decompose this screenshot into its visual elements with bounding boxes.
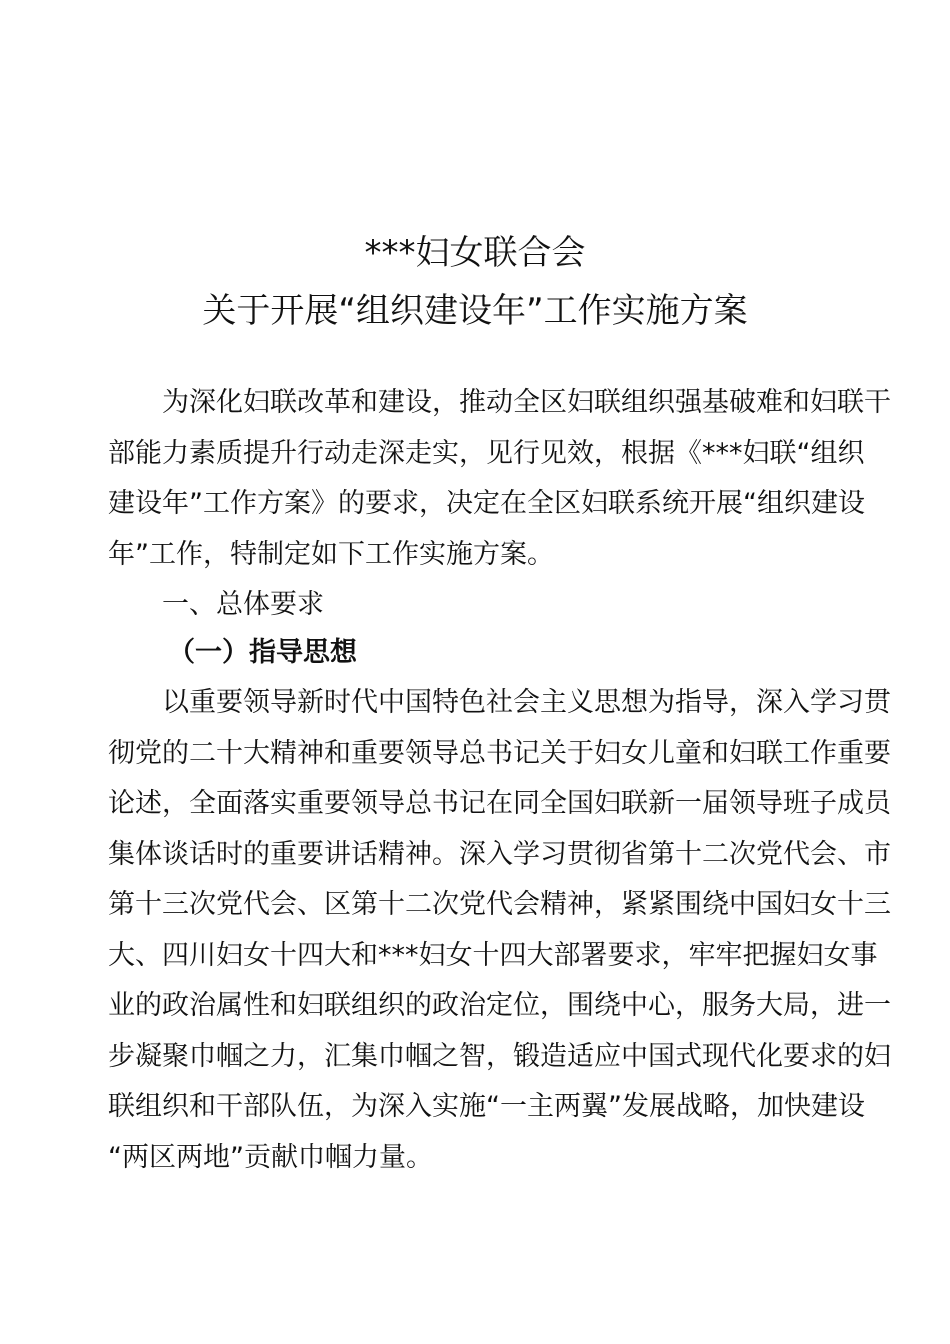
title-line-1: ***妇女联合会 xyxy=(364,233,586,273)
intro-paragraph xyxy=(108,378,891,580)
document-title xyxy=(0,224,950,340)
body-line-4: 集体谈话时的重要讲话精神。深入学习贯彻省第十二次党代会、市 xyxy=(108,838,891,870)
body-line-2: 彻党的二十大精神和重要领导总书记关于妇女儿童和妇联工作重要 xyxy=(108,737,891,769)
intro-line-4: 年”工作，特制定如下工作实施方案。 xyxy=(108,538,554,570)
body-line-9: 联组织和干部队伍，为深入实施“一主两翼”发展战略，加快建设 xyxy=(108,1091,865,1122)
title-line-2: 关于开展“组织建设年”工作实施方案 xyxy=(202,291,748,331)
body-line-1: 以重要领导新时代中国特色社会主义思想为指导，深入学习贯 xyxy=(162,687,891,718)
intro-line-2: 部能力素质提升行动走深走实，见行见效，根据《***妇联“组织 xyxy=(108,437,865,469)
body-line-5: 第十三次党代会、区第十二次党代会精神，紧紧围绕中国妇女十三 xyxy=(108,889,891,920)
section-heading: 一、总体要求 xyxy=(162,589,324,620)
subsection-heading: （一）指导思想 xyxy=(168,637,357,668)
body-line-6: 大、四川妇女十四大和***妇女十四大部署要求，牢牢把握妇女事 xyxy=(108,939,878,971)
body-line-8: 步凝聚巾帼之力，汇集巾帼之智，锻造适应中国式现代化要求的妇 xyxy=(108,1040,891,1072)
body-line-3: 论述，全面落实重要领导总书记在同全国妇联新一届领导班子成员 xyxy=(108,788,891,819)
body-line-10: “两区两地”贡献巾帼力量。 xyxy=(108,1141,433,1173)
body-line-7: 业的政治属性和妇联组织的政治定位，围绕中心，服务大局，进一 xyxy=(108,990,891,1021)
guiding-thought-paragraph xyxy=(108,678,891,1183)
intro-line-3: 建设年”工作方案》的要求，决定在全区妇联系统开展“组织建设 xyxy=(108,488,865,519)
intro-line-1: 为深化妇联改革和建设，推动全区妇联组织强基破难和妇联干 xyxy=(162,387,891,418)
